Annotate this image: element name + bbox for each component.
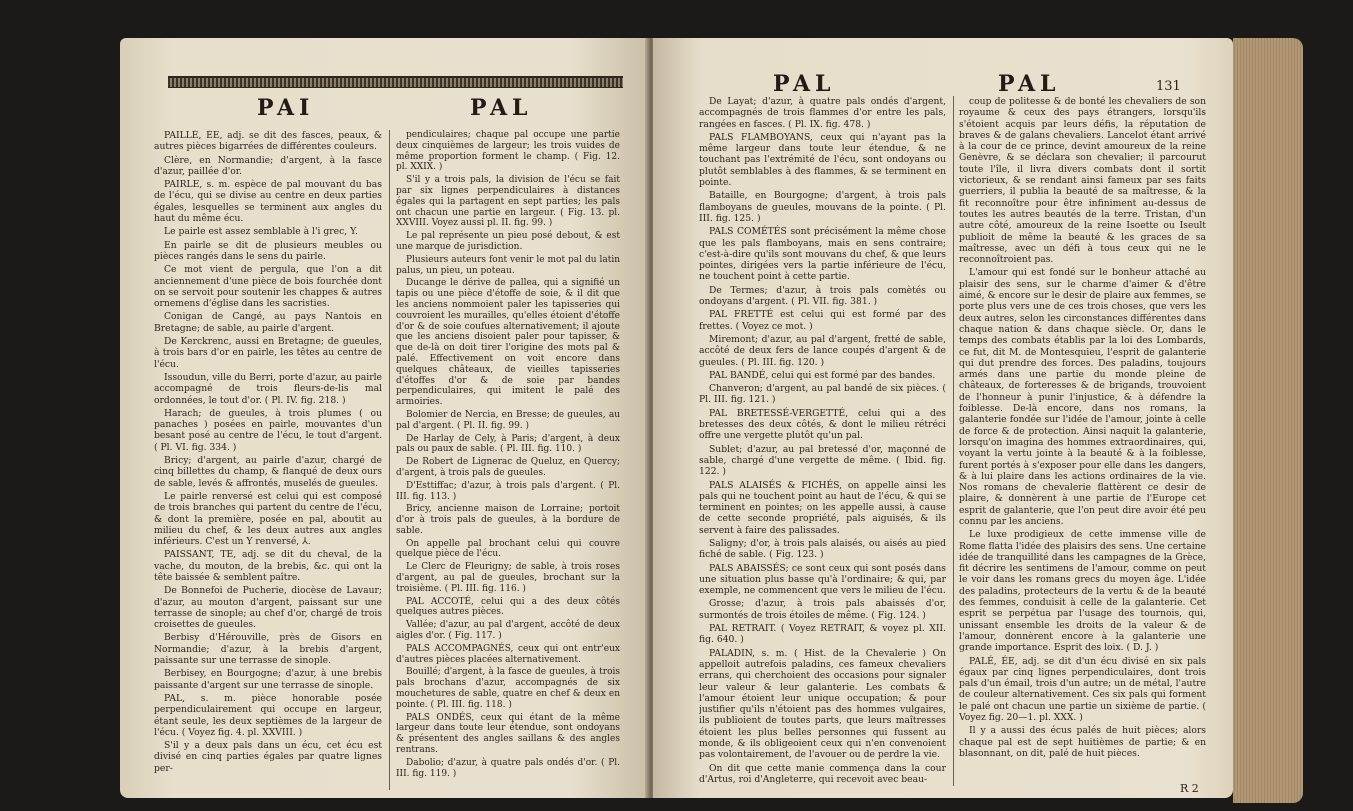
paragraph: PALÉ, ÉE, adj. se dit d'un écu divisé en six pals égaux par cinq lignes perpendiculaires, dont trois pals d'un émail, trois d'un autre; un de métal, l'autre de couleur alternativement. Ces six pals qui forment le palé ont chacun une partie un sixième de partie. ( Voyez fig. 20—1. pl. XXX. ) [959,655,1206,724]
paragraph: Il y a aussi des écus palés de huit pièces; alors chaque pal est de sept huitièmes de partie; & en blasonnant, on dit, palé de huit pièces. [959,725,1206,759]
paragraph: PAL, s. m. pièce honorable posée perpendiculairement qui occupe en largeur, étant seule, les deux septièmes de la largeur de l'écu. ( Voyez fig. 4. pl. XXVIII. ) [154,692,382,738]
paragraph: pendiculaires; chaque pal occupe une partie deux cinquièmes de largeur; les trois vuides de même proportion forment le champ. ( Fig. 12. pl. XXIX. ) [396,130,620,173]
book-fore-edge [1233,38,1303,803]
paragraph: Plusieurs auteurs font venir le mot pal du latin palus, un pieu, un poteau. [396,254,620,276]
paragraph: PAL RETRAIT. ( Voyez RETRAIT, & voyez pl. XII. fig. 640. ) [699,623,946,646]
page-number: 131 [1156,79,1181,94]
right-page [653,38,1233,798]
paragraph: Le pairle renversé est celui qui est composé de trois branches qui partent du centre de l'écu, & dont la première, posée en pal, aboutit au milieu du chef, & les deux autres aux angles inférieurs. C'est un Y renversé, ⅄. [154,490,382,548]
header-ornament [168,76,623,88]
paragraph: De Kerckrenc, aussi en Bretagne; de gueules, à trois bars d'or en pairle, les têtes au centre de l'écu. [154,336,382,370]
paragraph: PALS ONDÉS, ceux qui étant de la même largeur dans toute leur étendue, sont ondoyans & présentent des angles saillans & des angles rentrans. [396,712,620,756]
paragraph: Clère, en Normandie; d'argent, à la fasce d'azur, paillée d'or. [154,154,382,177]
paragraph: Ce mot vient de pergula, que l'on a dit anciennement d'une pièce de bois fourchée dont on se servoit pour soutenir les chappes & autres ornemens d'église dans les sacristies. [154,264,382,310]
left-page [120,38,650,798]
paragraph: Harach; de gueules, à trois plumes ( ou panaches ) posées en pairle, mouvantes d'un besant posé au centre de l'écu, le tout d'argent. ( Pl. VI. fig. 334. ) [154,407,382,453]
paragraph: S'il y a trois pals, la division de l'écu se fait par six lignes perpendiculaires à distances égales qui la partagent en sept parties; les pals ont chacun une partie en largeur. ( Fig. 13. pl. XXVIII. Voyez aussi pl. II. fig. 99. ) [396,175,620,229]
paragraph: PALS ACCOMPAGNÉS, ceux qui ont entr'eux d'autres pièces placées alternativement. [396,643,620,665]
paragraph: Le pal représente un pieu posé debout, & est une marque de jurisdiction. [396,231,620,252]
paragraph: PALS ALAISÉS & FICHÉS, on appelle ainsi les pals qui ne touchent point au haut de l'écu, & qui se terminent en pointes; on les appelle aussi, à cause de cette seconde propriété, pals aiguisés, & ils servent à faire des palissades. [699,479,946,536]
left-header-running-title: PAI [257,95,315,121]
paragraph: Le Clerc de Fleurigny; de sable, à trois roses d'argent, au pal de gueules, brochant sur la troisième. ( Pl. III. fig. 116. ) [396,562,620,594]
paragraph: Bricy, ancienne maison de Lorraine; portoit d'or à trois pals de gueules, à la bordure de sable. [396,504,620,536]
paragraph: Bouillé; d'argent, à la fasce de gueules, à trois pals brochans d'azur, accompagnés de six mouchetures de sable, quatre en chef & deux en pointe. ( Pl. III. fig. 118. ) [396,667,620,710]
column-rule-right [953,96,954,786]
paragraph: Chanveron; d'argent, au pal bandé de six pièces. ( Pl. III. fig. 121. ) [699,383,946,406]
paragraph: On dit que cette manie commença dans la cour d'Artus, roi d'Angleterre, qui recevoit avec beau- [699,762,946,785]
signature-mark: R 2 [1180,782,1199,795]
paragraph: PAILLÉ, ÉE, adj. se dit des fasces, peaux, & autres pièces bigarrées de différentes couleurs. [154,130,382,153]
paragraph: D'Esttiffac; d'azur, à trois pals d'argent. ( Pl. III. fig. 113. ) [396,480,620,502]
paragraph: PAL BRETESSÉ-VERGETTÉ, celui qui a des bretesses des deux côtés, & dont le milieu rétréci offre une vergette plutôt qu'un pal. [699,407,946,442]
paragraph: Bataille, en Bourgogne; d'argent, à trois pals flamboyans de gueules, mouvans de la pointe. ( Pl. III. fig. 125. ) [699,190,946,224]
left-column-1 [154,130,382,794]
right-column-1 [699,96,946,792]
paragraph: Berbisey, en Bourgogne; d'azur, à une brebis paissante d'argent sur une terrasse de sinople. [154,668,382,691]
paragraph: PAL FRETTÉ est celui qui est formé par des frettes. ( Voyez ce mot. ) [699,309,946,332]
paragraph: PALS ABAISSÉS; ce sont ceux qui sont posés dans une situation plus basse qu'à l'ordinaire; & qui, par exemple, ne commencent que vers le milieu de l'écu. [699,562,946,597]
paragraph: PALS COMÉTÉS sont précisément la même chose que les pals flamboyans, mais en sens contraire; c'est-à-dire qu'ils sont mouvans du chef, & que leurs pointes, dirigées vers la partie inférieure de l'écu, ne touchent point à cette partie. [699,226,946,283]
right-header-running-title: PAL [773,71,836,97]
paragraph: L'amour qui est fondé sur le bonheur attaché au plaisir des sens, sur le charme d'aimer & d'être aimé, & encore sur le desir de plaire aux femmes, se porte plus vers une de ces trois choses, que vers les deux autres, selon les circonstances différentes dans chaque nation & dans chaque siècle. Or, dans le temps des combats établis par la loi des Lombards, ce fut, dit M. de Montesquieu, l'esprit de galanterie qui dut prendre des forces. Des paladins, toujours armés dans une partie du monde pleine de châteaux, de forteresses & de brigands, trouvoient de l'honneur à punir l'injustice, & à défendre la foiblesse. De-là encore, dans nos romans, la galanterie fondée sur l'idée de l'amour, jointe à celle de force & de protection. Ainsi naquit la galanterie, lorsqu'on imagina des hommes extraordinaires, qui, voyant la vertu jointe à la beauté & à la foiblesse, furent portés à s'exposer pour elle dans les dangers, & à lui plaire dans les actions ordinaires de la vie. Nos romans de chevalerie flattèrent ce desir de plaire, & donnèrent à une partie de l'Europe cet esprit de galanterie, que l'on peut dire avoir été peu connu par les anciens. [959,267,1206,527]
paragraph: PAIRLE, s. m. espèce de pal mouvant du bas de l'écu, qui se divise au centre en deux parties égales, lesquelles se terminent aux angles du haut du même écu. [154,179,382,225]
paragraph: Saligny; d'or, à trois pals alaisés, ou aisés au pied fiché de sable. ( Fig. 123. ) [699,537,946,561]
paragraph: Le pairle est assez semblable à l'i grec, Y. [164,226,358,238]
paragraph: Issoudun, ville du Berri, porte d'azur, au pairle accompagné de trois fleurs-de-lis mal ordonnées, le tout d'or. ( Pl. IV. fig. 218. ) [154,371,382,406]
paragraph: S'il y a deux pals dans un écu, cet écu est divisé en cinq parties égales par quatre lignes per- [154,740,382,774]
paragraph: Vallée; d'azur, au pal d'argent, accôté de deux aigles d'or. ( Fig. 117. ) [396,620,620,642]
paragraph: Grosse; d'azur, à trois pals abaissés d'or, surmontés de trois étoiles de même. ( Fig. 124. ) [699,598,946,621]
paragraph: Bolomier de Nercia, en Bresse; de gueules, au pal d'argent. ( Pl. II. fig. 99. ) [396,409,620,431]
paragraph: De Termes; d'azur, à trois pals comètés ou ondoyans d'argent. ( Pl. VII. fig. 381. ) [699,284,946,308]
paragraph: Berbisy d'Hérouville, près de Gisors en Normandie; d'azur, à la brebis d'argent, paissante sur une terrasse de sinople. [154,632,382,667]
paragraph: Dabolio; d'azur, à quatre pals ondés d'or. ( Pl. III. fig. 119. ) [396,757,620,779]
paragraph: En pairle se dit de plusieurs meubles ou pièces rangés dans le sens du pairle. [154,239,382,262]
right-header-running-title-2: PAL [998,71,1061,97]
paragraph: Miremont; d'azur, au pal d'argent, fretté de sable, accôté de deux fers de lance coupés d'argent & de gueules. ( Pl. III. fig. 120. ) [699,333,946,368]
paragraph: Sublet; d'azur, au pal bretessé d'or, maçonné de sable, chargé d'une vergette de même. ( Ibid. fig. 122. ) [699,443,946,478]
paragraph: PALADIN, s. m. ( Hist. de la Chevalerie ) On appelloit autrefois paladins, ces fameux chevaliers errans, qui cherchoient des occasions pour signaler leur valeur & leur galanterie. Les combats & l'amour étoient leur unique occupation; & pour justifier qu'ils n'étoient pas des hommes vulgaires, ils publioient de toutes parts, que leurs maîtresses étoient les plus belles personnes qui fussent au monde, & ils obligeoient ceux qui n'en convenoient pas volontairement, de l'avouer ou de perdre la vie. [699,647,946,761]
left-column-2 [396,130,620,794]
paragraph: Bricy; d'argent, au pairle d'azur, chargé de cinq billettes du champ, & flanqué de deux ours de sable, levés & affrontés, muselés de gueules. [154,455,382,489]
column-rule [389,130,390,790]
paragraph: PALS FLAMBOYANS, ceux qui n'ayant pas la même largeur dans toute leur étendue, & ne touchant pas l'extrémité de l'écu, sont ondoyans ou plutôt semblables à des flammes, & se terminent en pointe. [699,131,946,189]
paragraph: On appelle pal brochant celui qui couvre quelque pièce de l'écu. [396,538,620,560]
left-header-running-title-2: PAL [470,95,533,121]
paragraph: Ducange le dérive de pallea, qui a signifié un tapis ou une pièce d'étoffe de soie, & il dit que les anciens nommoient paler les tapisseries qui couvroient les murailles, qu'elles étoient d'étoffe d'or & de soie coufues alternativement; il ajoute que les anciens disoient paler pour tapisser, & que de-là on doit tirer l'origine des mots pal & palé. Effectivement on voit encore dans quelques châteaux, de vieilles tapisseries d'étoffes d'or & de soie par bandes perpendiculaires, qui imitent le palé des armoiries. [396,278,620,408]
paragraph: PAL BANDÉ, celui qui est formé par des bandes. [709,369,936,381]
paragraph: De Robert de Lignerac de Queluz, en Quercy; d'argent, à trois pals de gueules. [396,457,620,478]
paragraph: De Layat; d'azur, à quatre pals ondés d'argent, accompagnés de trois flammes d'or entre les pals, rangées en fasces. ( Pl. IX. fig. 478. ) [699,96,946,130]
paragraph: PAL ACCOTÉ, celui qui a des deux côtés quelques autres pièces. [396,596,620,618]
paragraph: Le luxe prodigieux de cette immense ville de Rome flatta l'idée des plaisirs des sens. Une certaine idée de tranquillité dans les campagnes de la Grèce, fit décrire les sentimens de l'amour, comme on peut le voir dans les romans grecs du moyen âge. L'idée des paladins, protecteurs de la vertu & de la beauté des femmes, conduisit à celle de la galanterie. Cet esprit se perpétua par l'usage des tournois, qui, unissant ensemble les droits de la valeur & de l'amour, donnèrent encore à la galanterie une grande importance. Esprit des loix. ( D. J. ) [959,529,1206,654]
right-column-2 [959,96,1206,782]
paragraph: De Bonnefoi de Pucherie, diocèse de Lavaur; d'azur, au mouton d'argent, paissant sur une terrasse de sinople; au chef d'or, chargé de trois croisettes de gueules. [154,585,382,631]
paragraph: De Harlay de Cely, à Paris; d'argent, à deux pals ou paux de sable. ( Pl. III. fig. 110. ) [396,433,620,455]
paragraph: coup de politesse & de bonté les chevaliers de son royaume & ceux des pays étrangers, lorsqu'ils s'étoient acquis par leurs défis, la réputation de braves & de galans chevaliers. Lancelot étant arrivé à la cour de ce prince, devint amoureux de la reine Genèvre, & se déclara son chevalier; il parcourut toute l'île, il livra divers combats dont il sortit victorieux, & se rendant ainsi fameux par ses faits guerriers, il publia la beauté de sa maîtresse, & la fit reconnoître pour être infiniment au-dessus de toutes les autres beautés de la terre. Tristan, d'un autre côté, amoureux de la reine Isoette ou Iseult publioit de même la beauté & les graces de sa maîtresse, avec un défi à tous ceux qui ne le reconnoîtroient pas. [959,96,1206,266]
paragraph: PAISSANT, TE, adj. se dit du cheval, de la vache, du mouton, de la brebis, &c. qui ont la tête baissée & semblent paître. [154,549,382,583]
paragraph: Conigan de Cangé, au pays Nantois en Bretagne; de sable, au pairle d'argent. [154,311,382,334]
